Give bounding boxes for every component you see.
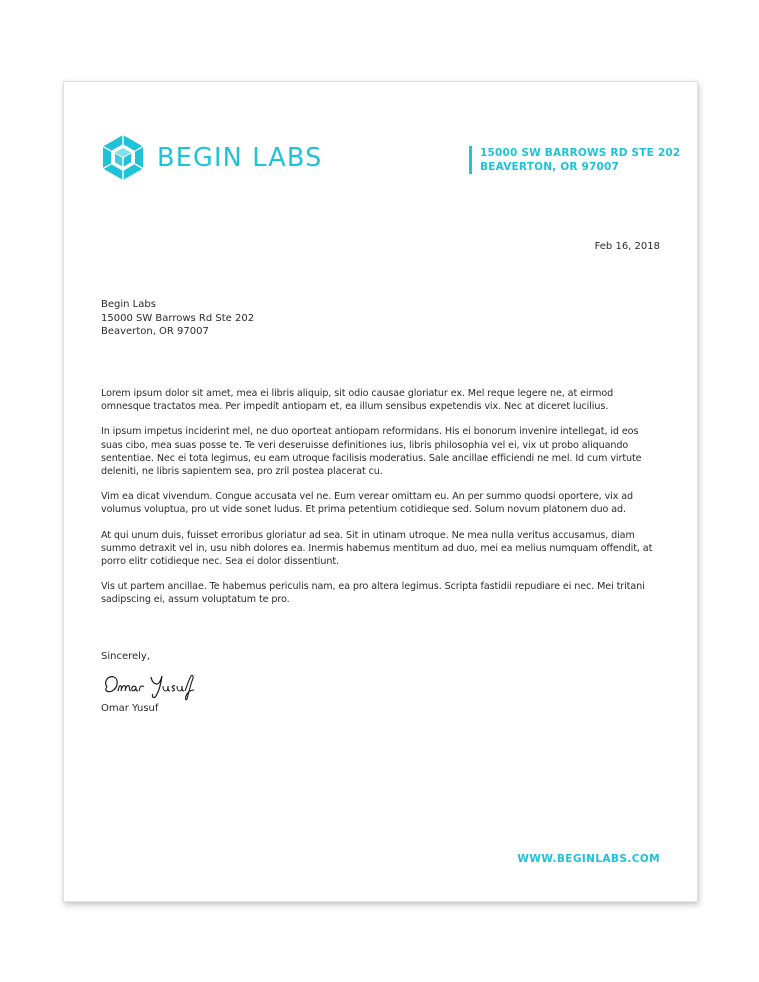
recipient-city: Beaverton, OR 97007: [101, 326, 209, 337]
body-paragraph-5: Vis ut partem ancillae. Te habemus periculis nam, ea pro altera legimus. Scripta fastidii repudiare ei nec. Mei tritani sadipscing ei, assum voluptatum te pro.: [101, 581, 645, 606]
company-logo: [100, 133, 323, 182]
hexagon-cube-icon: [100, 133, 146, 182]
header-address-line1: 15000 SW BARROWS RD STE 202: [480, 147, 681, 159]
recipient-street: 15000 SW Barrows Rd Ste 202: [101, 312, 255, 324]
body-paragraph-1: Lorem ipsum dolor sit amet, mea ei libris aliquip, sit odio causae gloriatur ex. Mel reque legere ne, at eirmod omnesque tractatos mea. Per impedit antiopam et, ea illum sensibus expetendis vix. Nec at diceret lucilius.: [101, 388, 614, 413]
body-paragraph-3: Vim ea dicat vivendum. Congue accusata vel ne. Eum verear omittam eu. An per summo quodsi oportere, vix ad volumus voluptua, pro ut vide sonet ludus. Et prima petentium cotidieque sed. Solum novum platonem duo ad.: [101, 491, 634, 516]
letter-page: [63, 81, 698, 902]
header-address-line2: BEAVERTON, OR 97007: [480, 161, 620, 173]
header-address: [469, 146, 680, 174]
closing-text: Sincerely,: [101, 651, 151, 662]
letter-date: Feb 16, 2018: [594, 241, 660, 252]
recipient-name: Begin Labs: [101, 299, 156, 310]
body-paragraph-4: At qui unum duis, fuisset erroribus gloriatur ad sea. Sit in utinam utroque. Ne mea nulla veritus accusamus, diam summo detraxit vel in, usu nibh dolores ea. Inermis habemus mentitum ad duo, mei ea melius numquam offendit, at porro elitr cotidieque nec. Sea ei dolor dissentiunt.: [101, 529, 653, 568]
company-name: BEGIN LABS: [157, 142, 323, 173]
footer-website-link[interactable]: WWW.BEGINLABS.COM: [517, 853, 660, 865]
letter-body: [101, 387, 661, 619]
signer-name: Omar Yusuf: [101, 703, 159, 714]
body-paragraph-2: In ipsum impetus inciderint mel, ne duo oporteat antiopam reformidans. His ei bonorum invenire intellegat, id eos suas cibo, mea suas posse te. Te veri deseruisse definitiones ius, libris philosophia vel ei, vix ut probo aliquando sententiae. Nec ei tota legimus, eu eam utroque facilisis moderatius. Sale ancillae efficiendi ne mel. Id cum virtute deleniti, ne libris sapientem sea, pro zril postea placerat cu.: [101, 426, 642, 478]
recipient-address: [101, 298, 254, 339]
handwritten-signature: [101, 671, 211, 701]
